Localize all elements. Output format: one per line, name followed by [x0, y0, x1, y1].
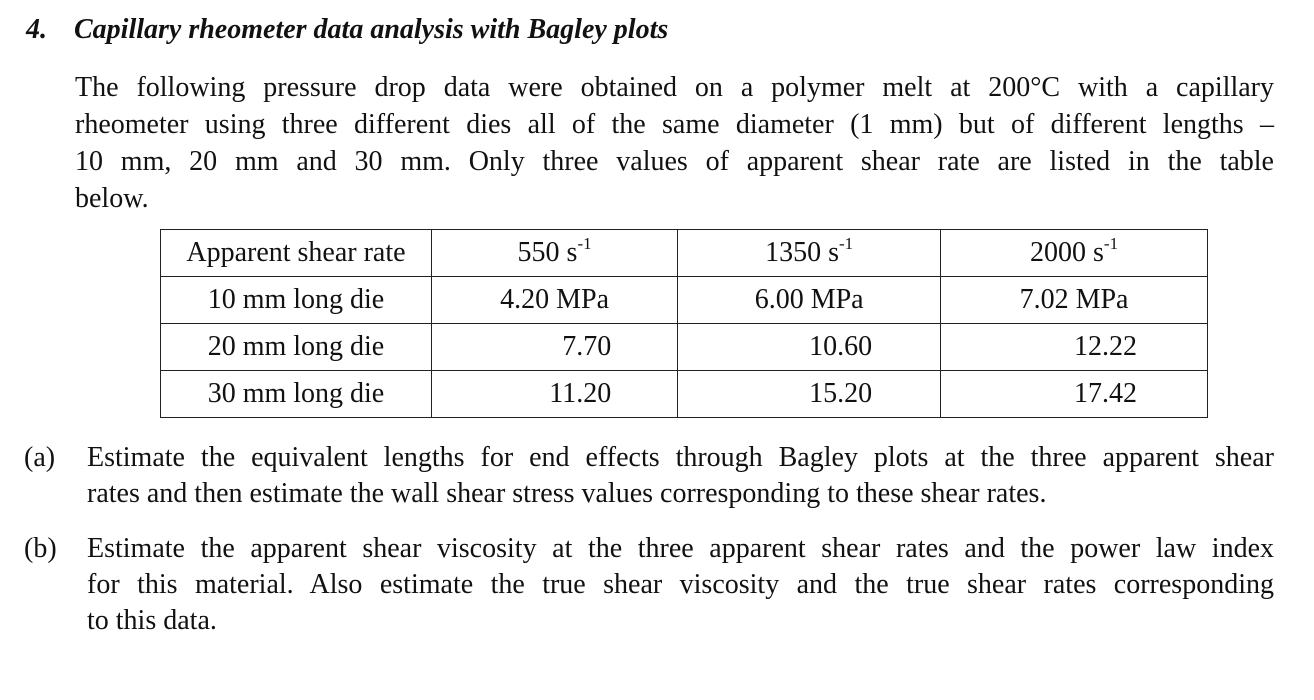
- rate-value: 2000 s: [1030, 237, 1104, 268]
- data-cell: 17.42: [941, 371, 1208, 418]
- question-line: to this data.: [87, 605, 217, 636]
- table-header-row: [161, 230, 1208, 277]
- section-number: 4.: [26, 14, 47, 45]
- question-text: [87, 531, 1274, 639]
- data-cell: 7.70: [431, 324, 677, 371]
- question-line: rates and then estimate the wall shear stress values corresponding to these shear rates.: [87, 478, 1047, 509]
- header-label-cell: Apparent shear rate: [161, 230, 432, 277]
- data-cell: 15.20: [678, 371, 941, 418]
- question-text: [87, 440, 1274, 512]
- section-heading: [26, 14, 668, 46]
- intro-paragraph: [75, 69, 1274, 217]
- intro-line: below.: [75, 183, 149, 214]
- rate-exponent: -1: [839, 234, 854, 253]
- pressure-drop-table: [160, 229, 1208, 418]
- row-label-cell: 10 mm long die: [161, 277, 432, 324]
- data-cell: 12.22: [941, 324, 1208, 371]
- rate-exponent: -1: [577, 234, 592, 253]
- question-line: Estimate the apparent shear viscosity at the three apparent shear rates and the power law index: [87, 533, 1274, 564]
- question-label: (b): [24, 533, 57, 564]
- data-cell: 6.00 MPa: [678, 277, 941, 324]
- data-cell: 11.20: [431, 371, 677, 418]
- intro-line: 10 mm, 20 mm and 30 mm. Only three values of apparent shear rate are listed in the table: [75, 146, 1274, 177]
- data-cell: 7.02 MPa: [941, 277, 1208, 324]
- table-row: [161, 371, 1208, 418]
- intro-line: rheometer using three different dies all of the same diameter (1 mm) but of different lengths –: [75, 109, 1274, 140]
- question-line: Estimate the equivalent lengths for end effects through Bagley plots at the three apparent shear: [87, 442, 1274, 473]
- rate-value: 1350 s: [765, 237, 840, 268]
- table-row: [161, 324, 1208, 371]
- data-cell: 4.20 MPa: [431, 277, 677, 324]
- rate-exponent: -1: [1103, 234, 1119, 253]
- header-rate-cell: [431, 230, 677, 277]
- data-cell: 10.60: [678, 324, 941, 371]
- section-title: Capillary rheometer data analysis with Bagley plots: [74, 14, 669, 45]
- header-rate-cell: [941, 230, 1208, 277]
- question-label: (a): [24, 442, 56, 473]
- question-a: [24, 440, 1274, 512]
- row-label-cell: 20 mm long die: [161, 324, 432, 371]
- intro-line: The following pressure drop data were obtained on a polymer melt at 200°C with a capillary: [75, 72, 1274, 103]
- table-row: [161, 277, 1208, 324]
- header-rate-cell: [678, 230, 941, 277]
- row-label-cell: 30 mm long die: [161, 371, 432, 418]
- question-line: for this material. Also estimate the true shear viscosity and the true shear rates corresponding: [87, 569, 1274, 600]
- question-b: [24, 531, 1274, 639]
- rate-value: 550 s: [517, 237, 578, 268]
